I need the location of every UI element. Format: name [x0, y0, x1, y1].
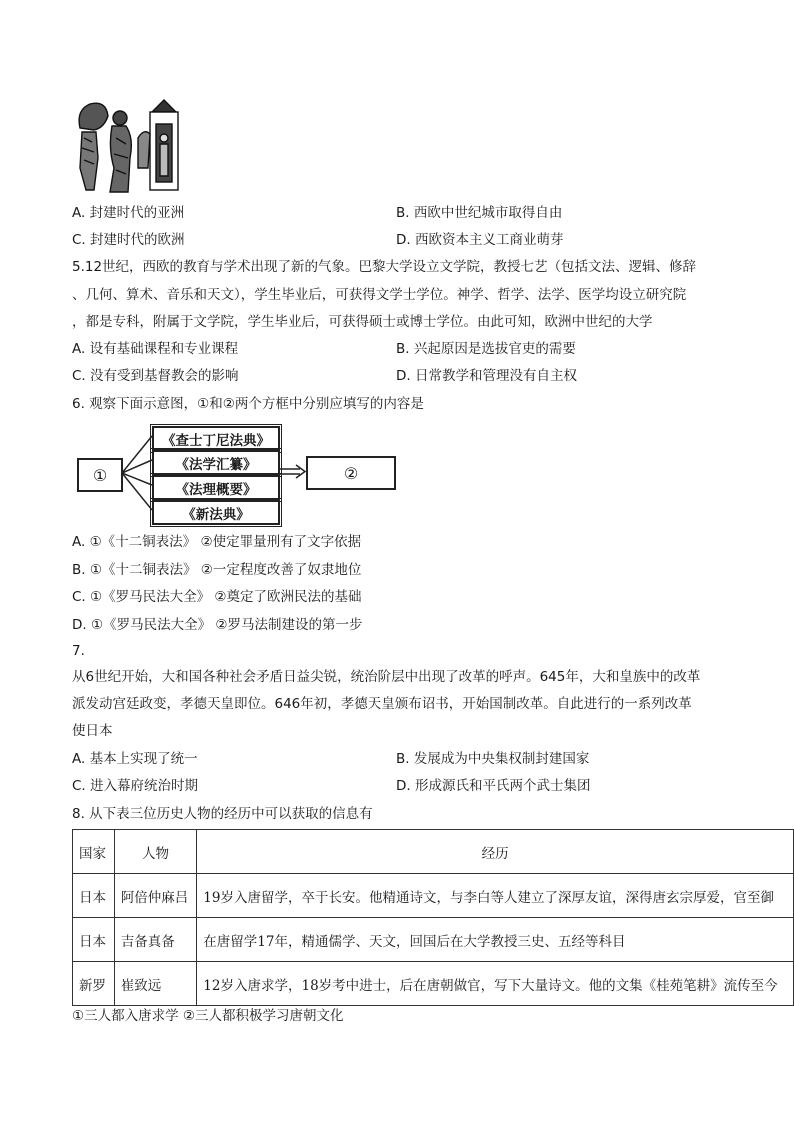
q7-number: 7.: [72, 643, 85, 659]
q6-option-d: D. ①《罗马民法大全》 ②罗马法制建设的第一步: [72, 617, 363, 633]
law-digest: 《法学汇纂》: [152, 450, 280, 475]
diagram-box-1: ①: [77, 458, 123, 492]
cell-experience: 19岁入唐留学，卒于长安。他精通诗文，与李白等人建立了深厚友谊，深得唐玄宗厚爱，官至御: [197, 874, 794, 918]
q4-option-a: A. 封建时代的亚洲: [72, 205, 185, 221]
diagram-box-2: ②: [306, 456, 396, 490]
q7-stem-line1: 从6世纪开始，大和国各种社会矛盾日益尖锐，统治阶层中出现了改革的呼声。645年，大和皇族中的改革: [72, 669, 701, 685]
law-codex-justinianus: 《查士丁尼法典》: [152, 426, 280, 451]
law-institutes: 《法理概要》: [152, 475, 280, 500]
cell-country: 日本: [73, 918, 115, 962]
cell-person: 崔致远: [114, 962, 196, 1006]
q4-option-d: D. 西欧资本主义工商业萌芽: [396, 232, 564, 248]
q4-option-c: C. 封建时代的欧洲: [72, 232, 185, 248]
q7-option-a: A. 基本上实现了统一: [72, 751, 198, 767]
q8-statement: ①三人都入唐求学 ②三人都积极学习唐朝文化: [72, 1008, 344, 1024]
header-country: 国家: [73, 830, 115, 874]
q6-stem: 6. 观察下面示意图，①和②两个方框中分别应填写的内容是: [72, 396, 424, 412]
q5-stem-line1: 5.12世纪，西欧的教育与学术出现了新的气象。巴黎大学设立文学院，教授七艺（包括文法、逻辑、修辞: [72, 259, 697, 275]
q7-stem-line2: 派发动宫廷政变，孝德天皇即位。646年初，孝德天皇颁布诏书，开始国制改革。自此进行的一系列改革: [72, 696, 692, 712]
q5-option-c: C. 没有受到基督教会的影响: [72, 368, 239, 384]
table-row: [73, 874, 794, 918]
header-person: 人物: [114, 830, 196, 874]
table-header-row: [73, 830, 794, 874]
q8-stem: 8. 从下表三位历史人物的经历中可以获取的信息有: [72, 806, 373, 822]
q5-option-d: D. 日常教学和管理没有自主权: [396, 368, 577, 384]
cell-experience: 在唐留学17年，精通儒学、天文，回国后在大学教授三史、五经等科目: [197, 918, 794, 962]
q5-stem-line3: ，都是专科，附属于文学院，学生毕业后，可获得硕士或博士学位。由此可知，欧洲中世纪的大学: [72, 314, 653, 330]
q7-option-d: D. 形成源氏和平氏两个武士集团: [396, 778, 591, 794]
medieval-illustration-image: [72, 98, 184, 194]
q5-option-a: A. 设有基础课程和专业课程: [72, 341, 239, 357]
header-experience: 经历: [197, 830, 794, 874]
q4-option-b: B. 西欧中世纪城市取得自由: [396, 205, 563, 221]
q5-option-b: B. 兴起原因是选拔官吏的需要: [396, 341, 576, 357]
table-row: [73, 962, 794, 1006]
cell-country: 新罗: [73, 962, 115, 1006]
cell-country: 日本: [73, 874, 115, 918]
roman-law-diagram: [74, 422, 404, 526]
historical-figures-table: [72, 829, 794, 1006]
law-novels: 《新法典》: [152, 500, 280, 525]
q6-option-c: C. ①《罗马民法大全》 ②奠定了欧洲民法的基础: [72, 589, 362, 605]
cell-experience: 12岁入唐求学，18岁考中进士，后在唐朝做官，写下大量诗文。他的文集《桂苑笔耕》流传至今: [197, 962, 794, 1006]
table-row: [73, 918, 794, 962]
cell-person: 吉备真备: [114, 918, 196, 962]
cell-person: 阿倍仲麻吕: [114, 874, 196, 918]
q7-option-b: B. 发展成为中央集权制封建国家: [396, 751, 590, 767]
q7-option-c: C. 进入幕府统治时期: [72, 778, 199, 794]
q6-option-a: A. ①《十二铜表法》 ②使定罪量刑有了文字依据: [72, 534, 362, 550]
q6-option-b: B. ①《十二铜表法》 ②一定程度改善了奴隶地位: [72, 562, 362, 578]
q7-stem-line3: 使日本: [72, 723, 113, 739]
q5-stem-line2: 、几何、算术、音乐和天文），学生毕业后，可获得文学士学位。神学、哲学、法学、医学均设立研究院: [72, 287, 687, 303]
